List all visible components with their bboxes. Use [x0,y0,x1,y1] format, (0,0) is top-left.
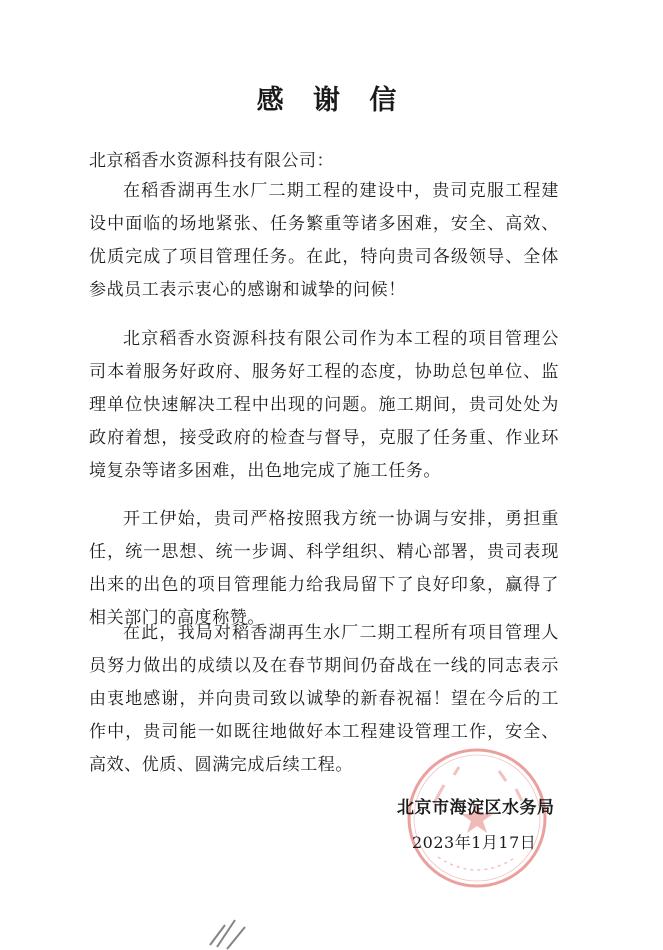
paragraph-text: 在此，我局对稻香湖再生水厂二期工程所有项目管理人员努力做出的成绩以及在春节期间仍奋战在一线的同志表示由衷地感谢，并向贵司致以诚挚的新春祝福！望在今后的工作中，贵司能一如既往地做好本工程建设管理工作，安全、高效、优质、圆满完成后续工程。 [89,623,559,775]
paragraph-2 [89,323,559,488]
paragraph-text: 开工伊始，贵司严格按照我方统一协调与安排，勇担重任，统一思想、统一步调、科学组织、精心部署，贵司表现出来的出色的项目管理能力给我局留下了良好印象，赢得了相关部门的高度称赞。 [89,509,559,628]
handwritten-mark [205,905,265,950]
paragraph-3 [89,503,559,635]
signature-date: 2023年1月17日 [412,833,537,852]
salutation: 北京稻香水资源科技有限公司： [89,151,334,171]
paragraph-1 [89,175,559,307]
paragraph-text: 北京稻香水资源科技有限公司作为本工程的项目管理公司本着服务好政府、服务好工程的态度，协助总包单位、监理单位快速解决工程中出现的问题。施工期间，贵司处处为政府着想，接受政府的检查与督导，克服了任务重、作业环境复杂等诸多困难，出色地完成了施工任务。 [89,329,559,481]
paragraph-text: 在稻香湖再生水厂二期工程的建设中，贵司克服工程建设中面临的场地紧张、任务繁重等诸多困难，安全、高效、优质完成了项目管理任务。在此，特向贵司各级领导、全体参战员工表示衷心的感谢和诚挚的问候！ [89,181,559,300]
signature-organization: 北京市海淀区水务局 [397,798,555,818]
official-seal [404,745,550,891]
letter-title: 感 谢 信 [256,85,407,116]
